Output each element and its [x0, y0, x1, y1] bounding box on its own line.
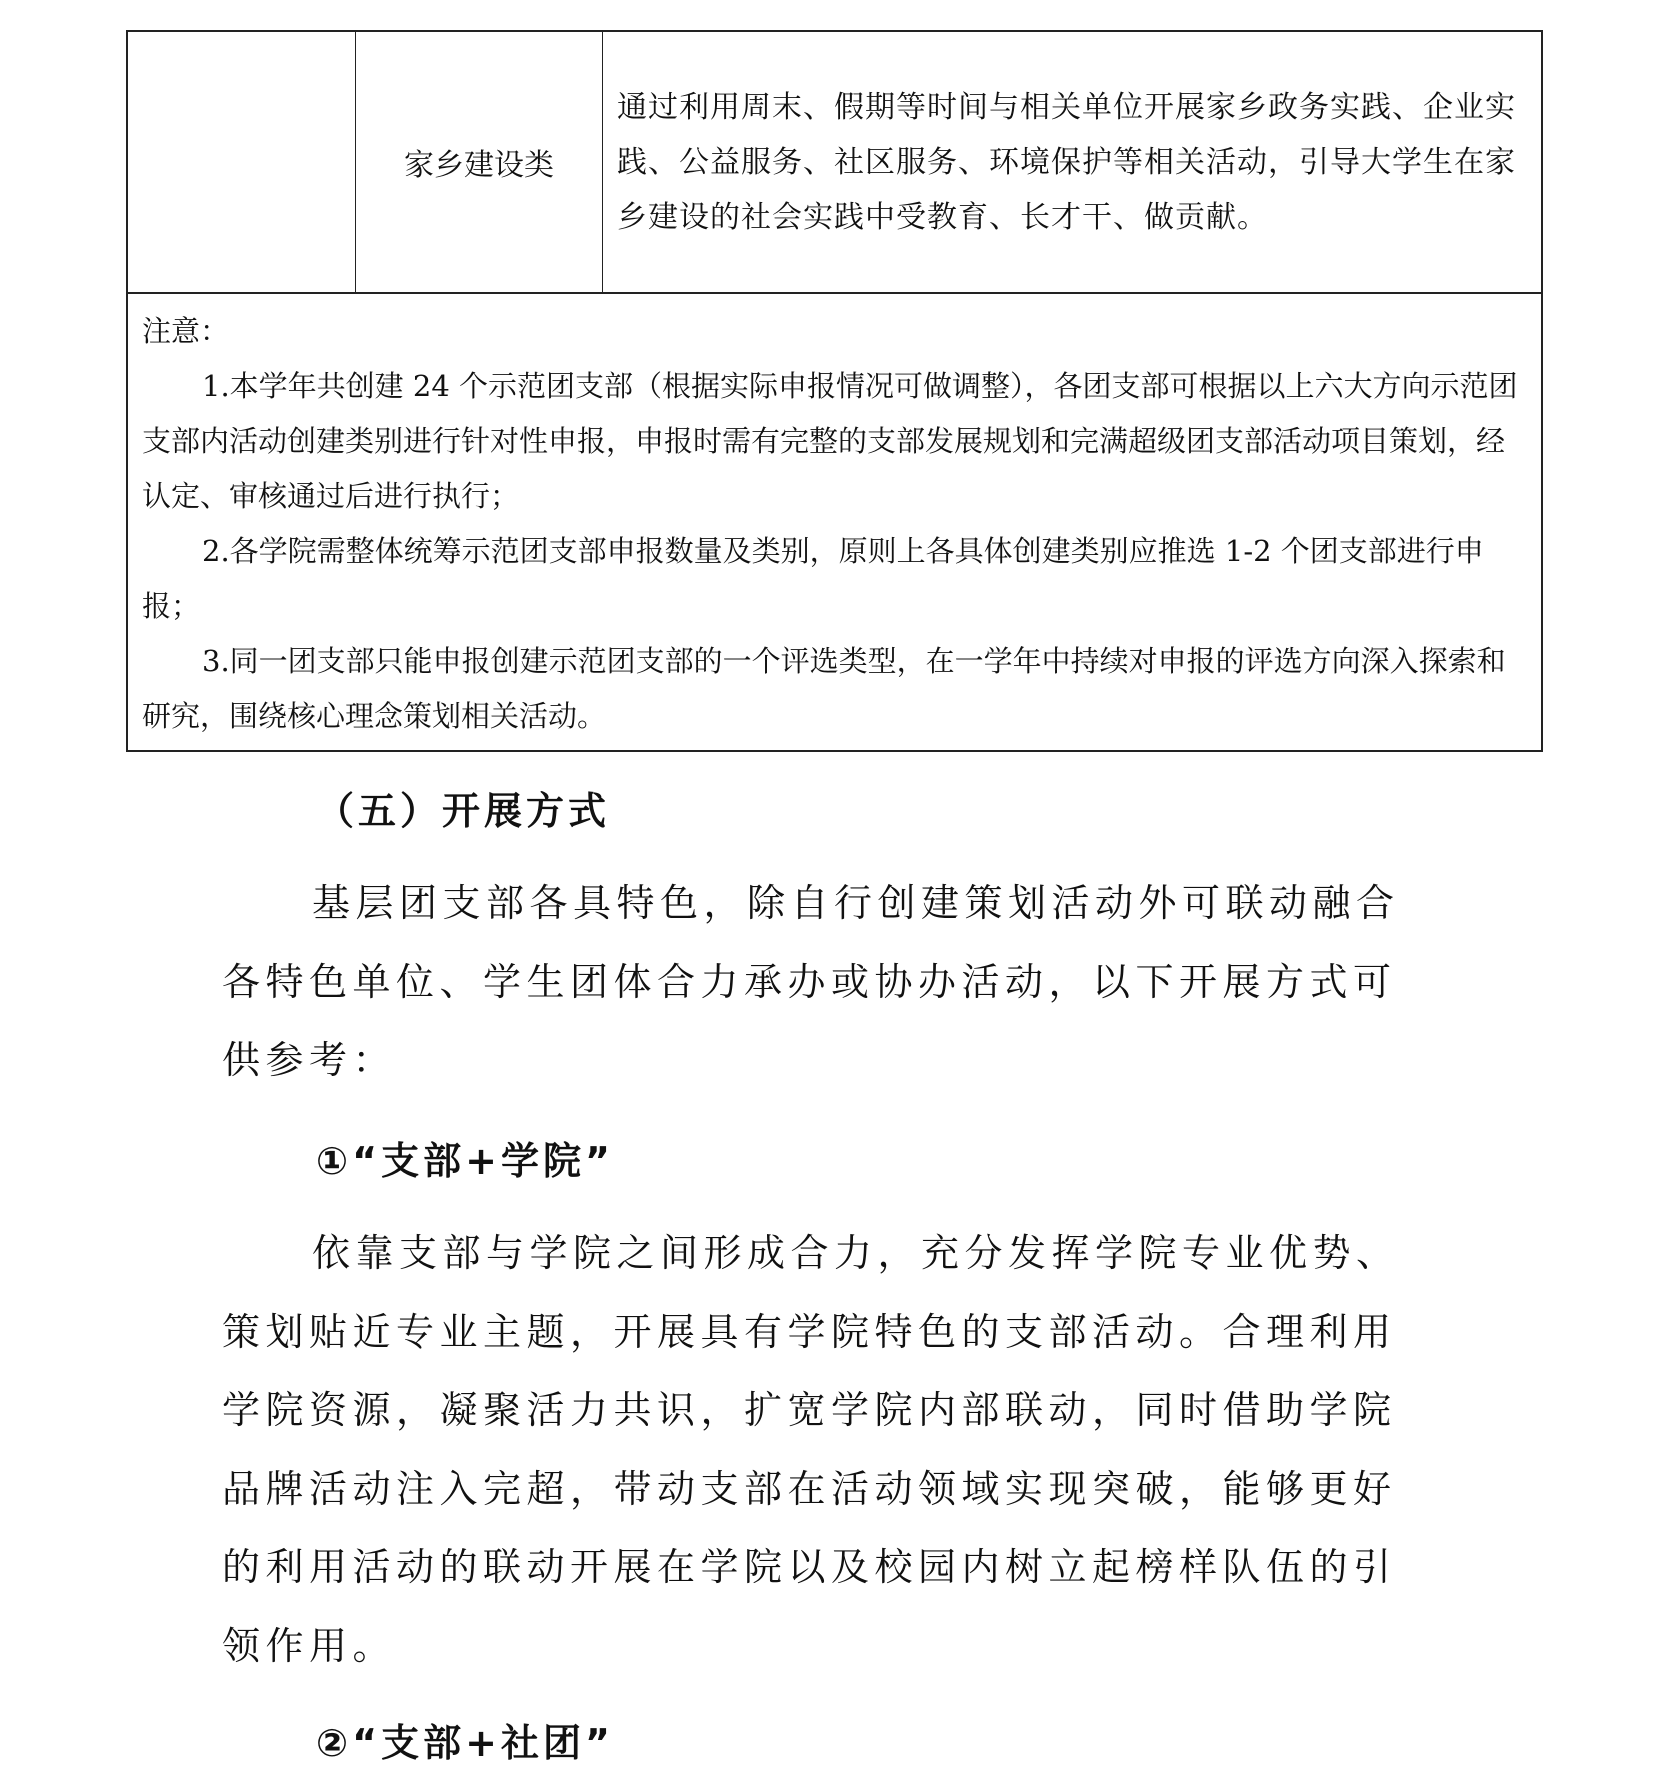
table-cell-empty	[128, 32, 356, 292]
table-row	[128, 32, 1541, 294]
table-cell-description: 通过利用周末、假期等时间与相关单位开展家乡政务实践、企业实践、公益服务、社区服务、环境保护等相关活动，引导大学生在家乡建设的社会实践中受教育、长才干、做贡献。	[617, 89, 1516, 235]
category-table	[126, 30, 1543, 752]
subsection-heading-2: ②“支部+社团”	[316, 1721, 614, 1765]
subsection-heading-1: ①“支部+学院”	[316, 1139, 614, 1183]
note-item: 1.本学年共创建 24 个示范团支部（根据实际申报情况可做调整），各团支部可根据以上六大方向示范团支部内活动创建类别进行针对性申报，申报时需有完整的支部发展规划和完满超级团支部活动项目策划，经认定、审核通过后进行执行；	[142, 369, 1518, 513]
subsection-paragraph-1: 依靠支部与学院之间形成合力，充分发挥学院专业优势、策划贴近专业主题，开展具有学院特色的支部活动。合理利用学院资源，凝聚活力共识，扩宽学院内部联动，同时借助学院品牌活动注入完超，带动支部在活动领域实现突破，能够更好的利用活动的联动开展在学院以及校园内树立起榜样队伍的引领作用。	[222, 1231, 1400, 1668]
intro-paragraph: 基层团支部各具特色，除自行创建策划活动外可联动融合各特色单位、学生团体合力承办或协办活动，以下开展方式可供参考：	[222, 881, 1400, 1082]
notes-title: 注意：	[142, 314, 230, 348]
section-heading: （五）开展方式	[316, 789, 611, 833]
note-item: 2.各学院需整体统筹示范团支部申报数量及类别，原则上各具体创建类别应推选 1-2 个团支部进行申报；	[142, 534, 1484, 623]
table-notes	[128, 294, 1541, 750]
table-cell-category: 家乡建设类	[356, 32, 603, 292]
note-item: 3.同一团支部只能申报创建示范团支部的一个评选类型，在一学年中持续对申报的评选方向深入探索和研究，围绕核心理念策划相关活动。	[142, 644, 1506, 733]
